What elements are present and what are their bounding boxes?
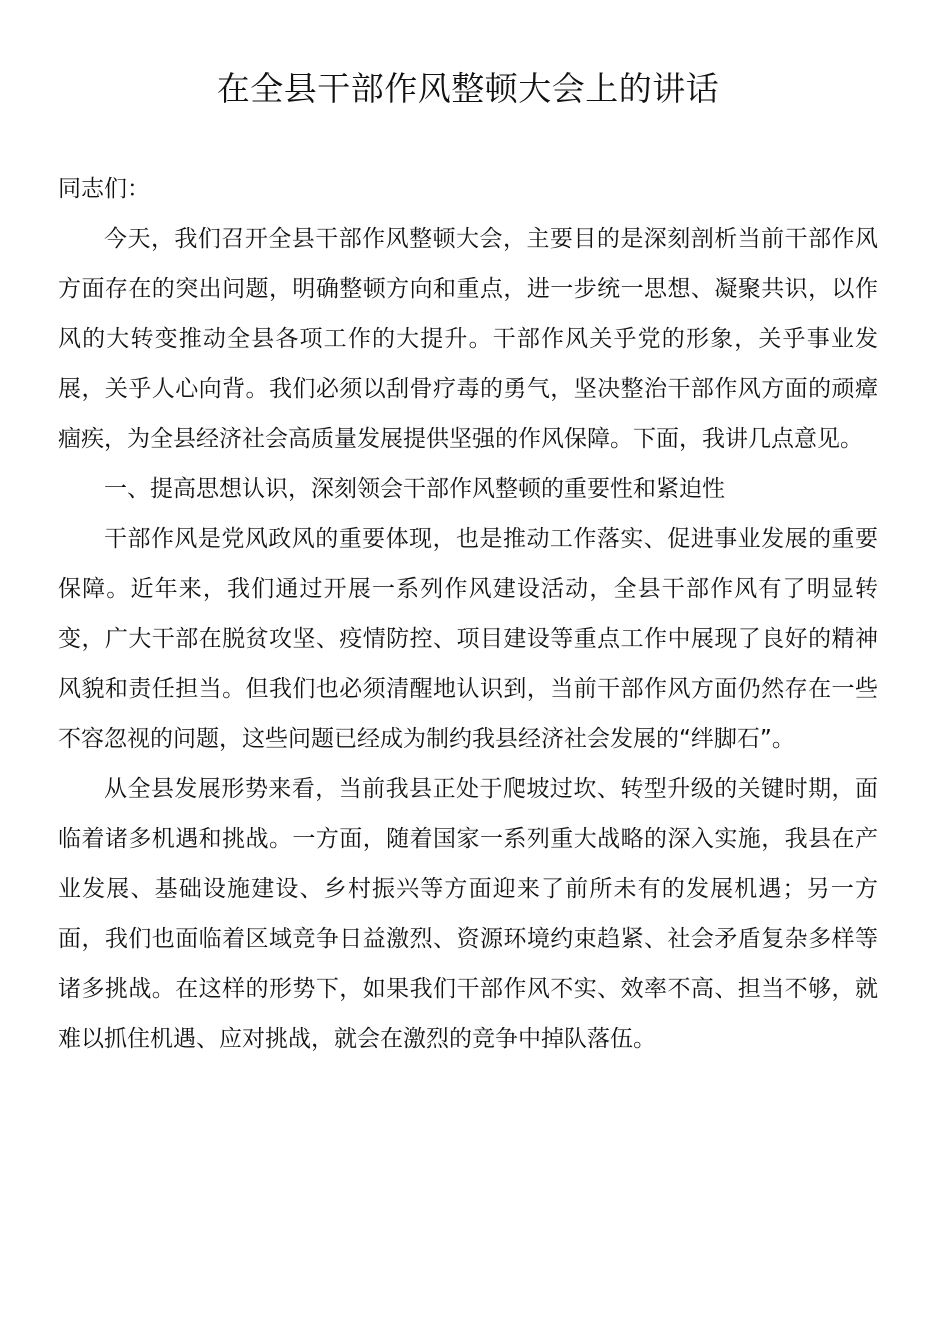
paragraph-section-2: 从全县发展形势来看，当前我县正处于爬坡过坎、转型升级的关键时期，面临着诸多机遇和挑战。一方面，随着国家一系列重大战略的深入实施，我县在产业发展、基础设施建设、乡村振兴等方面迎来了前所未有的发展机遇；另一方面，我们也面临着区域竞争日益激烈、资源环境约束趋紧、社会矛盾复杂多样等诸多挑战。在这样的形势下，如果我们干部作风不实、效率不高、担当不够，就难以抓住机遇、应对挑战，就会在激烈的竞争中掉队落伍。 [58, 776, 878, 1052]
paragraph-intro: 今天，我们召开全县干部作风整顿大会，主要目的是深刻剖析当前干部作风方面存在的突出问题，明确整顿方向和重点，进一步统一思想、凝聚共识，以作风的大转变推动全县各项工作的大提升。干部作风关乎党的形象，关乎事业发展，关乎人心向背。我们必须以刮骨疗毒的勇气，坚决整治干部作风方面的顽瘴痼疾，为全县经济社会高质量发展提供坚强的作风保障。下面，我讲几点意见。 [58, 226, 878, 452]
document-body [58, 164, 878, 1064]
salutation: 同志们： [58, 176, 150, 202]
section-heading: 一、提高思想认识，深刻领会干部作风整顿的重要性和紧迫性 [104, 476, 725, 502]
paragraph-section-1: 干部作风是党风政风的重要体现，也是推动工作落实、促进事业发展的重要保障。近年来，我们通过开展一系列作风建设活动，全县干部作风有了明显转变，广大干部在脱贫攻坚、疫情防控、项目建设等重点工作中展现了良好的精神风貌和责任担当。但我们也必须清醒地认识到，当前干部作风方面仍然存在一些不容忽视的问题，这些问题已经成为制约我县经济社会发展的“绊脚石”。 [58, 526, 878, 752]
page-title: 在全县干部作风整顿大会上的讲话 [216, 69, 720, 108]
